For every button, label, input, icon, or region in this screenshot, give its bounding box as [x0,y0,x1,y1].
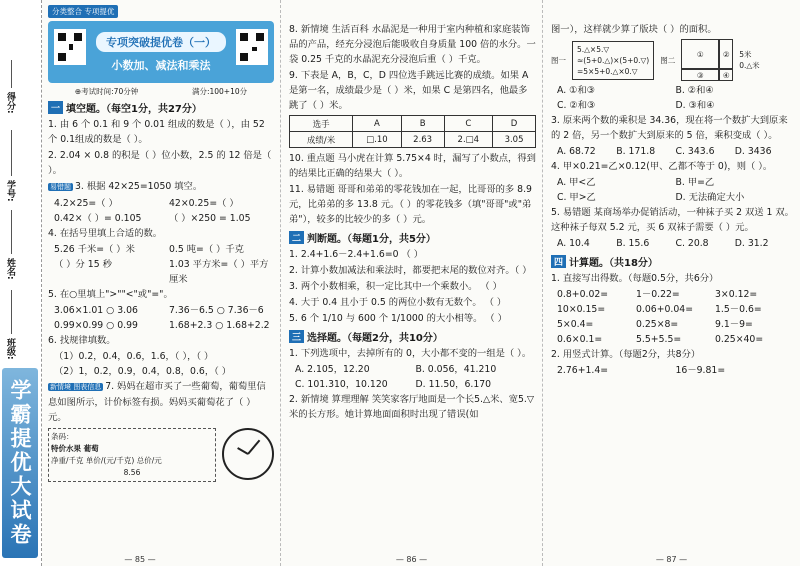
judge-item: 1. 2.4+1.6－2.4+1.6=0 （ ） [289,249,424,260]
page-85 [0,0,280,566]
section-heading: 一 填空题。（每空1分，共27分） [48,100,274,115]
choice-question: 3. 原来两个数的乘积是 34.36，现在将一个数扩大到原来的 2 倍，另一个数扩大到原来的 5 倍，乘积变成（ ）。 [551,115,788,141]
choice-option: B. 15.6 [616,238,650,249]
class-line [11,290,12,334]
table-header: C [444,116,493,132]
choice-option: C. 343.6 [675,146,715,157]
question-11: 11. 易错题 哥哥和弟弟的零花钱加在一起，比哥哥的多 8.9 元，比弟弟的多 13.8 元。（ ）的零花钱多（填"哥哥"或"弟弟"），较多的比较少的多（ ）元。 [289,184,532,225]
calc-item: 1－0.22= [636,289,680,300]
q5-item: 1.68+2.3 ○ 1.68+2.2 [169,320,270,331]
score-table [289,115,536,148]
table-header: D [493,116,536,132]
score-line [11,60,12,88]
q3-item: 4.2×25=（ ） [54,198,118,209]
table-cell: 成绩/米 [290,132,353,148]
oral-calc-grid [551,287,794,347]
judge-item: 2. 计算小数加减法和乘法时，都要把末尾的数位对齐。（ ） [289,265,532,276]
question-8: 8. 新情境 生活百科 水晶泥是一种用于室内种植和家庭装饰品的产品，经充分浸泡后能吸收自身质量 100 倍的水分。一袋 0.25 千克的水晶泥充分浸泡后重（ ）千克。 [289,24,536,65]
question-4: 4. 在括号里填上合适的数。 [48,228,163,239]
category-tag: 分类整合 专项提优 [48,5,118,18]
table-cell: 2.63 [401,132,444,148]
section-heading: 四 计算题。（共18分） [551,254,794,269]
choice-option: C. 甲>乙 [557,192,596,203]
title-banner [48,21,274,83]
choice-option: A. 68.72 [557,146,596,157]
calc-item: 0.8+0.02= [557,289,609,300]
calc-item: 0.06+0.04= [636,304,693,315]
page-87 [542,0,800,566]
choice-option: A. 2.105，12.20 [295,364,370,375]
question-6: 6. 找规律填数。 [48,335,116,346]
choice-option: D. ③和④ [675,100,715,111]
calc-instruction: 1. 直接写出得数。（每题0.5分，共6分） [551,273,719,284]
q4-item: 1.03 平方米=（ ）平方厘米 [169,259,269,285]
figure-1: 5.△×5.▽ ≈(5+0.△)×(5+0.▽) =5×5+0.△×0.▽ [572,41,654,80]
choice-option: B. 甲=乙 [675,177,715,188]
name-label: 姓名: [5,258,15,280]
question-continued: 图一），这样就少算了版块（ ）的面积。 [551,24,717,35]
table-header: A [353,116,402,132]
choice-option: C. ②和③ [557,100,596,111]
exam-time: ⊕考试时间:70分钟 [74,87,139,96]
width-label: 5米 [739,50,752,59]
student-id-line [11,130,12,176]
table-cell: □.10 [353,132,402,148]
choice-option: C. 20.8 [675,238,709,249]
choice-option: D. 31.2 [734,238,769,249]
page-number: — 86 — [395,555,428,564]
q5-item: 7.36－6.5 ○ 7.36－6 [169,305,264,316]
calc-item: 3×0.12= [715,289,758,300]
page-86 [280,0,542,566]
figure-2: ① ② ③ ④ [681,39,733,81]
calc-item: 1.5－0.6= [715,304,762,315]
choice-question: 5. 易错题 某商场举办促销活动，一种袜子买 2 双送 1 双。这种袜子每双 5.2 元，买 6 双袜子需要（ ）元。 [551,207,794,233]
question-5: 5. 在○里填上">""<"或"="。 [48,289,173,300]
question-3: 易错题 3. 根据 42×25=1050 填空。 [50,181,203,192]
section-heading: 三 选择题。（每题2分，共10分） [289,329,536,344]
tricky-badge: 易错题 [50,183,71,191]
table-cell: 3.05 [493,132,536,148]
question-9: 9. 下表是 A，B，C，D 四位选手跳远比赛的成绩。如果 A 是第一名，成绩最少是（ ）米，如果 C 是第四名，他最多跳了（ ）米。 [289,70,529,111]
student-id-label: 学号: [5,180,15,202]
exam-subtitle: 小数加、减法和乘法 [111,58,211,72]
calc-item: 0.25×40= [715,334,764,345]
question-2: 2. 2.04 × 0.8 的积是（ ）位小数，2.5 的 12 倍是（ ）。 [48,150,272,176]
choice-option: C. 101.310，10.120 [295,379,388,390]
choice-option: D. 无法确定大小 [675,192,745,203]
q5-item: 3.06×1.01 ○ 3.06 [54,305,138,316]
calc-item: 2.76+1.4= [557,365,609,376]
calc-instruction: 2. 用竖式计算。（每题2分，共8分） [551,349,701,360]
binding-strip [0,0,42,566]
choice-option: B. 171.8 [616,146,656,157]
scale-dial-icon [222,428,274,480]
choice-option: D. 11.50，6.170 [415,379,492,390]
full-score: 满分:100+10分 [191,87,248,96]
judge-item: 5. 6 个 1/10 与 600 个 1/1000 的大小相等。 （ ） [289,313,507,324]
choice-option: A. ①和③ [557,85,596,96]
page-number: — 87 — [655,555,688,564]
page-number: — 85 — [124,555,156,564]
q4-item: 5.26 千米=（ ）米 [54,244,135,255]
choice-option: B. 0.056，41.210 [415,364,497,375]
judge-item: 3. 两个小数相乘，积一定比其中一个乘数小。 （ ） [289,281,502,292]
q6-item: （1）0.2，0.4，0.6，1.6，（ ），（ ） [54,351,214,362]
price-tag: 条码： 特价水果 葡萄 净重/千克 单价/(元/千克) 总价/元 8.56 [48,428,216,482]
choice-option: A. 甲<乙 [557,177,596,188]
section-heading: 二 判断题。（每题1分，共5分） [289,230,536,245]
exam-title: 专项突破提优卷（一） [96,32,226,52]
q6-item: （2）1，0.2，0.9，0.4，0.8，0.6，（ ） [54,366,232,377]
q3-item: 0.42×（ ）= 0.105 [54,213,142,224]
brand-seal: 学霸提优大试卷 [2,368,38,558]
table-header: 选手 [290,116,353,132]
choice-question: 2. 新情境 算理理解 笑笑家客厅地面是一个长5.△米、宽5.▽米的长方形。她计算地面面积时出现了错误(如 [289,394,535,420]
table-cell: 2.□4 [444,132,493,148]
choice-option: A. 10.4 [557,238,590,249]
class-label: 班级: [5,338,15,360]
q3-item: 42×0.25=（ ） [169,198,239,209]
qr-code-icon [54,29,86,65]
calc-item: 9.1－9= [715,319,753,330]
question-1: 1. 由 6 个 0.1 和 9 个 0.01 组成的数是（ ），由 52 个 0.1组成的数是（ ）。 [48,119,265,145]
calc-item: 5×0.4= [557,319,594,330]
q4-item: 0.5 吨=（ ）千克 [169,244,244,255]
q5-item: 0.99×0.99 ○ 0.99 [54,320,138,331]
choice-option: B. ②和④ [675,85,714,96]
calc-item: 0.6×0.1= [557,334,603,345]
question-7: 新情境 图表信息 7. 妈妈在超市买了一些葡萄，葡萄里信息如图所示，计价标签有损。妈妈买葡萄花了（ ）元。 [48,381,266,423]
figure-label: 图一 [551,55,566,65]
q3-item: （ ）×250 = 1.05 [169,213,251,224]
name-line [11,210,12,254]
calc-item: 16－9.81= [675,365,726,376]
context-badge: 新情境 图表信息 [50,383,102,391]
question-10: 10. 重点题 马小虎在计算 5.75×4 时，漏写了小数点，得到的结果比正确的结果大（ ）。 [289,153,536,179]
figure-label: 图二 [660,55,676,65]
table-header: B [401,116,444,132]
calc-item: 0.25×8= [636,319,679,330]
q4-item: （ ）分 15 秒 [54,259,112,270]
qr-code-icon [236,29,268,65]
score-label: 得分: [5,92,15,114]
area-diagrams [551,39,794,81]
calc-item: 10×0.15= [557,304,606,315]
judge-item: 4. 大于 0.4 且小于 0.5 的两位小数有无数个。 （ ） [289,297,507,308]
choice-option: D. 3436 [734,146,772,157]
choice-question: 4. 甲×0.21=乙×0.12(甲、乙都不等于 0)，则（ ）。 [551,161,773,172]
calc-item: 5.5+5.5= [636,334,682,345]
height-label: 0.△米 [739,61,760,70]
choice-question: 1. 下列选项中，去掉所有的 0，大小都不变的一组是（ ）。 [289,348,532,359]
